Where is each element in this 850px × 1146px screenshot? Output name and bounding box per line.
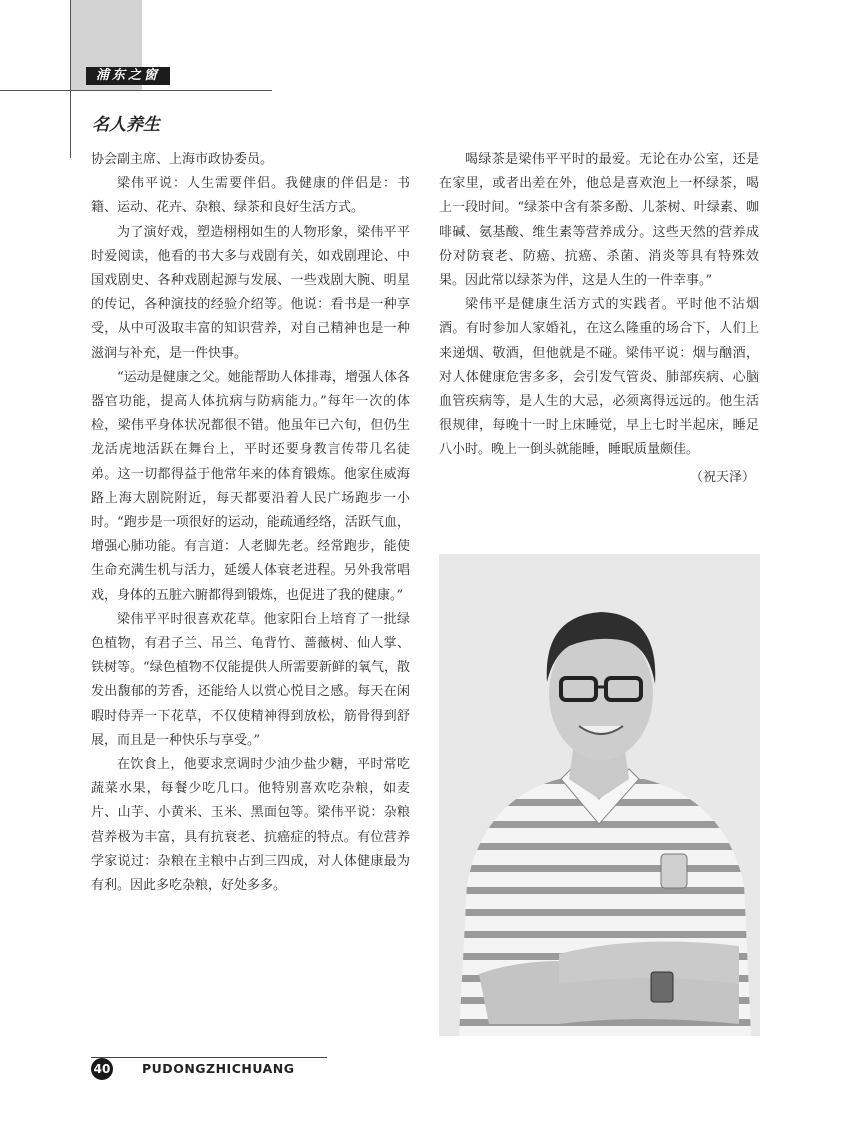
portrait-illustration [439, 554, 760, 1036]
footer-brand: PUDONGZHICHUANG [142, 1061, 295, 1076]
header-horizontal-rule [0, 90, 272, 91]
paragraph: 喝绿茶是梁伟平平时的最爱。无论在办公室，还是在家里，或者出差在外，他总是喜欢泡上一杯绿茶，喝上一段时间。“绿茶中含有茶多酚、儿茶树、叶绿素、咖啡碱、氨基酸、维生素等营养成分。这些天然的营养成份对防衰老、防癌、抗癌、杀菌、消炎等具有特殊效果。因此常以绿茶为伴，这是人生的一件幸事。” [439, 152, 759, 289]
page-number: 40 [91, 1058, 113, 1080]
right-text-column [439, 148, 759, 490]
footer-rule [91, 1057, 327, 1058]
section-title: 名人养生 [92, 115, 160, 135]
paragraph: “运动是健康之父。她能帮助人体排毒，增强人体各器官功能，提高人体抗病与防病能力。”每年一次的体检，梁伟平身体状况都很不错。他虽年已六旬，但仍生龙活虎地活跃在舞台上，平时还要身教言传带几名徒弟。这一切都得益于他常年来的体育锻炼。他家住威海路上海大剧院附近，每天都要沿着人民广场跑步一小时。“跑步是一项很好的运动，能疏通经络，活跃气血，增强心肺功能。有言道：人老脚先老。经常跑步，能使生命充满生机与活力，延缓人体衰老进程。另外我常唱戏，身体的五脏六腑都得到锻炼，也促进了我的健康。” [91, 369, 410, 603]
paragraph: 为了演好戏，塑造栩栩如生的人物形象，梁伟平平时爱阅读，他看的书大多与戏剧有关，如戏剧理论、中国戏剧史、各种戏剧起源与发展、一些戏剧大腕、明星的传记，各种演技的经验介绍等。他说：看书是一种享受，从中可汲取丰富的知识营养，对自己精神也是一种滋润与补充，是一件快事。 [91, 224, 410, 361]
paragraph: 在饮食上，他要求烹调时少油少盐少糖，平时常吃蔬菜水果，每餐少吃几口。他特别喜欢吃杂粮，如麦片、山芋、小黄米、玉米、黑面包等。梁伟平说：杂粮营养极为丰富，具有抗衰老、抗癌症的特点。有位营养学家说过：杂粮在主粮中占到三四成，对人体健康最为有利。因此多吃杂粮，好处多多。 [91, 757, 410, 894]
author-byline: （祝天泽） [689, 469, 755, 485]
header-vertical-rule [70, 0, 71, 158]
magazine-logo: 浦东之窗 [86, 67, 170, 85]
paragraph: 梁伟平平时很喜欢花草。他家阳台上培育了一批绿色植物，有君子兰、吊兰、龟背竹、蔷薇树、仙人掌、铁树等。“绿色植物不仅能提供人所需要新鲜的氧气，散发出馥郁的芳香，还能给人以赏心悦目之感。每天在闲暇时侍弄一下花草，不仅使精神得到放松，筋骨得到舒展，而且是一种快乐与享受。” [91, 611, 410, 748]
paragraph: 梁伟平说：人生需要伴侣。我健康的伴侣是：书籍、运动、花卉、杂粮、绿茶和良好生活方式。 [91, 176, 410, 216]
paragraph: 协会副主席、上海市政协委员。 [91, 152, 274, 167]
left-text-column [91, 148, 410, 898]
portrait-photo [439, 554, 760, 1036]
paragraph: 梁伟平是健康生活方式的实践者。平时他不沾烟酒。有时参加人家婚礼，在这么隆重的场合下，人们上来递烟、敬酒，但他就是不碰。梁伟平说：烟与酗酒，对人体健康危害多多，会引发气管炎、肺部疾病、心脑血管疾病等，是人生的大忌，必须离得远远的。他生活很规律，每晚十一时上床睡觉，早上七时半起床，睡足八小时。晚上一倒头就能睡，睡眠质量颇佳。 [439, 297, 759, 458]
